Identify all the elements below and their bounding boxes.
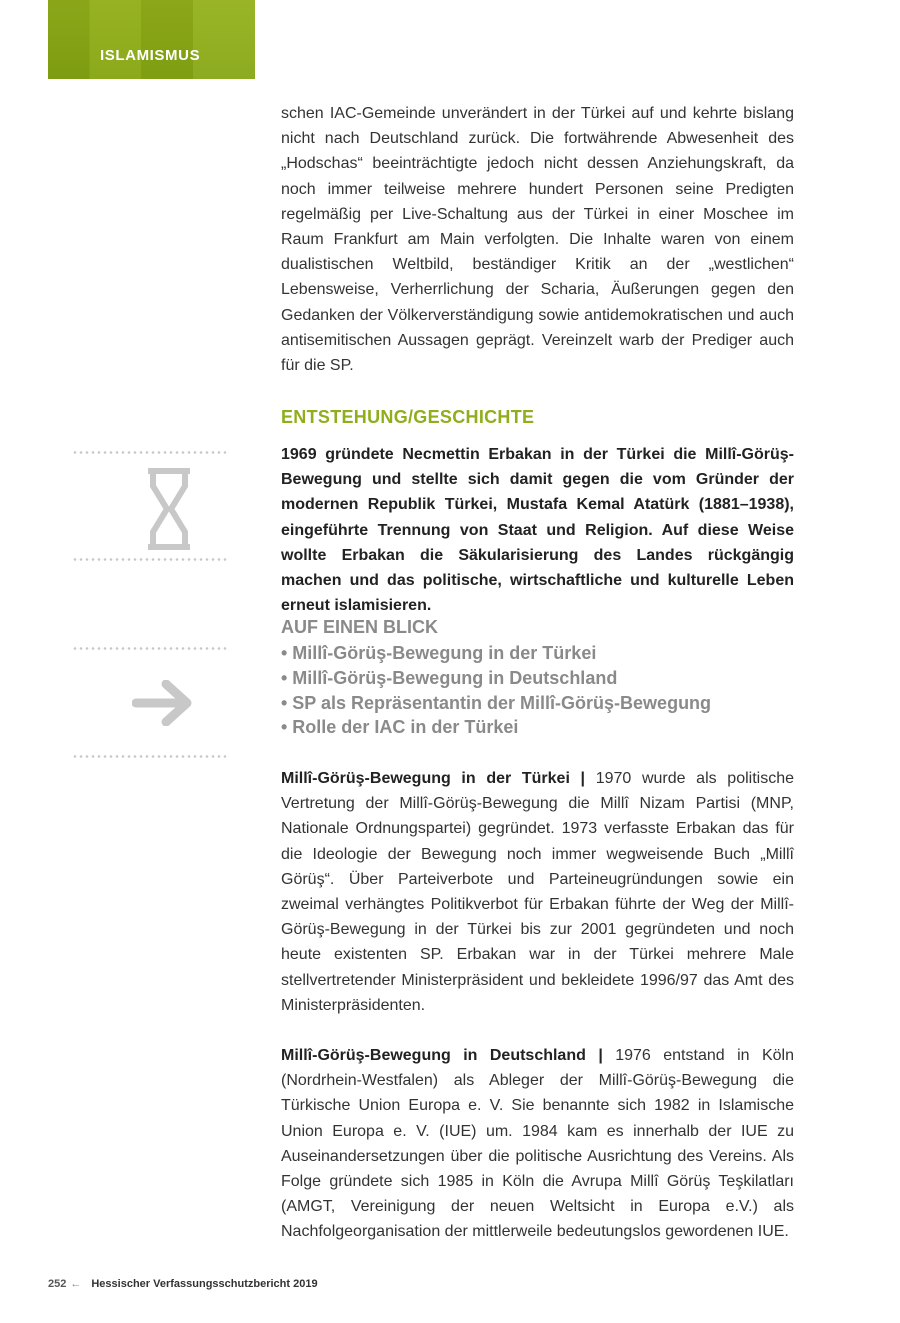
hourglass-icon xyxy=(146,466,192,557)
section-label: ISLAMISMUS xyxy=(100,47,201,64)
list-item: • Millî-Görüş-Bewegung in Deutschland xyxy=(281,667,618,688)
page-number: 252 xyxy=(48,1278,67,1290)
section-title: Millî-Görüş-Bewegung in Deutschland | xyxy=(281,1047,603,1064)
section-text: 1970 wurde als politische Vertretung der Millî-Görüş-Bewegung die Millî Nizam Partisi (MNP, Nationale Ordnungspartei) gegründet. 1973 verfasste Erbakan das für die Ideologie der Bewegung noch immer wegweisende Buch „Millî Görüş“. Über Parteiverbote und Parteineugründungen sowie ein zweimal verhängtes Politikverbot für Erbakan führte der Weg der Millî-Görüş-Bewegung in der Türkei bis zur 2001 gegründeten und noch heute existenten SP. Erbakan war in der Türkei mehrere Male stellvertretender Ministerpräsident und bekleidete 1996/97 das Amt des Ministerpräsidenten. xyxy=(281,770,794,1014)
divider-dots xyxy=(72,647,228,650)
intro-paragraph: schen IAC-Gemeinde unverändert in der Türkei auf und kehrte bislang nicht nach Deutschland zurück. Die fortwährende Abwesenheit des „Hodschas“ beeinträchtigte jedoch nicht dessen Anziehungskraft, da noch immer teilweise mehrere hundert Personen seine Predigten regelmäßig per Live-Schaltung aus der Türkei in einer Moschee im Raum Frankfurt am Main verfolgten. Die Inhalte waren von einem dualistischen Weltbild, beständiger Kritik an der „westlichen“ Lebensweise, Verherrlichung der Scharia, Äußerungen gegen den Gedanken der Völkerverständigung sowie antidemokratischen und auch antisemitischen Aussagen geprägt. Vereinzelt warb der Prediger auch für die SP. xyxy=(281,105,794,375)
list-item: • Rolle der IAC in der Türkei xyxy=(281,717,519,738)
section-turkey xyxy=(281,766,794,1018)
section-text: 1976 entstand in Köln (Nordrhein-Westfalen) als Ableger der Millî-Görüş-Bewegung die Türkische Union Europa e. V. Sie benannte sich 1982 in Islamische Union Europa e. V. (IUE) um. 1984 kam es innerhalb der IUE zu Auseinandersetzungen über die politische Ausrichtung des Vereins. Als Folge gründete sich 1985 in Köln die Avrupa Millî Görüş Teşkilatları (AMGT, Vereinigung der neuen Weltsicht in Europa e.V.) als Nachfolgeorganisation der mittlerweile bedeutungslos gewordenen IUE. xyxy=(281,1047,794,1241)
page-footer xyxy=(48,1278,318,1290)
back-arrow-icon[interactable]: ← xyxy=(70,1278,82,1290)
glance-heading: AUF EINEN BLICK xyxy=(281,617,438,637)
section-title: Millî-Görüş-Bewegung in der Türkei | xyxy=(281,770,586,787)
section-germany xyxy=(281,1043,794,1245)
history-heading: ENTSTEHUNG/GESCHICHTE xyxy=(281,407,535,427)
divider-dots xyxy=(72,451,228,454)
history-lead: 1969 gründete Necmettin Erbakan in der Türkei die Millî-Görüş-Bewegung und stellte sich damit gegen die vom Gründer der modernen Republik Türkei, Mustafa Kemal Atatürk (1881–1938), eingeführte Trennung von Staat und Religion. Auf diese Weise wollte Erbakan die Säkularisierung des Landes rückgängig machen und das politische, wirtschaftliche und kulturelle Leben erneut islamisieren. xyxy=(281,446,794,615)
list-item: • SP als Repräsentantin der Millî-Görüş-Bewegung xyxy=(281,692,712,713)
intro-block xyxy=(281,101,794,378)
section-paragraph xyxy=(281,766,794,1018)
arrow-right-icon xyxy=(132,680,194,731)
section-tab xyxy=(48,0,255,79)
section-paragraph xyxy=(281,1043,794,1245)
divider-dots xyxy=(72,558,228,561)
publication-title: Hessischer Verfassungsschutzbericht 2019 xyxy=(91,1278,318,1290)
divider-dots xyxy=(72,755,228,758)
glance-list xyxy=(281,641,711,740)
list-item: • Millî-Görüş-Bewegung in der Türkei xyxy=(281,643,597,663)
